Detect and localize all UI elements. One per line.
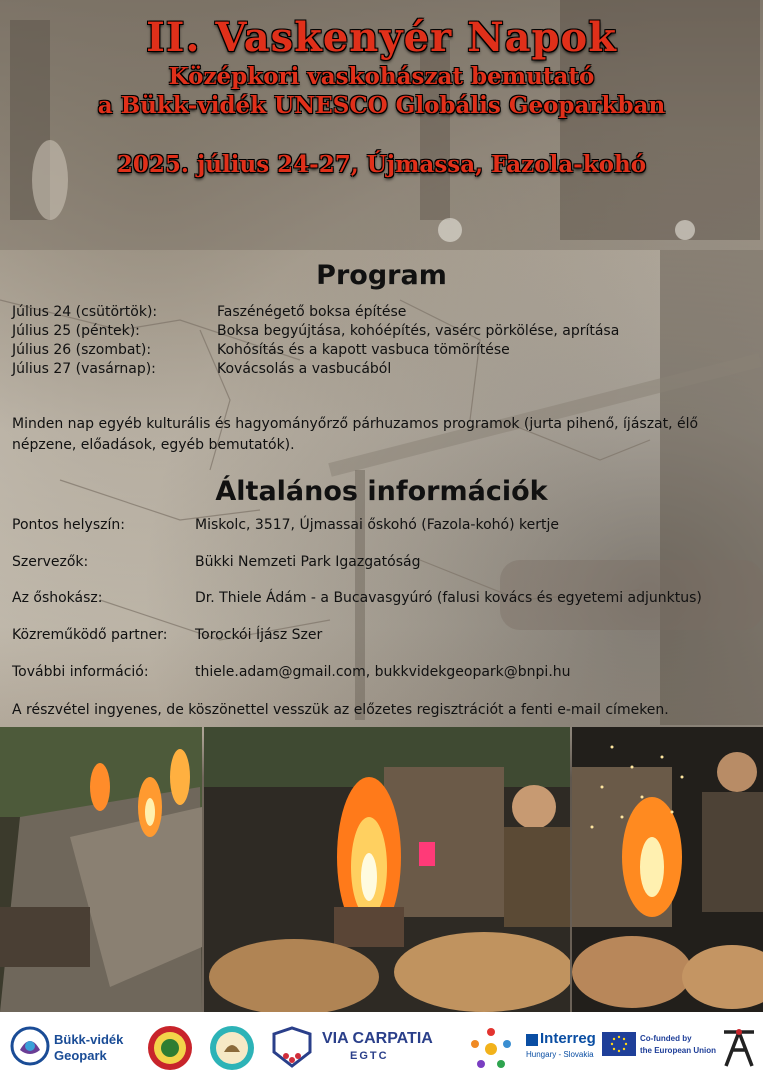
- info-label: További információ:: [12, 664, 149, 680]
- program-note: Minden nap egyéb kulturális és hagyományőrző párhuzamos programok (jurta pihenő, íjászat, élő népzene, előadások, egyéb bemutatók).: [12, 416, 699, 453]
- program-day: Július 27 (vasárnap):: [12, 361, 156, 377]
- gemer-society-logo-icon: [208, 1024, 256, 1072]
- program-heading: Program: [316, 260, 447, 291]
- info-heading: Általános információk: [215, 476, 548, 507]
- interreg-name: Interreg: [540, 1030, 596, 1047]
- info-label: Az őshokász:: [12, 590, 103, 606]
- photo-strip: [0, 727, 763, 1012]
- partner-people-logo-icon: [468, 1026, 514, 1072]
- eu-flag-icon: [602, 1032, 636, 1056]
- interreg-logo-icon: [526, 1034, 538, 1046]
- info-label: Szervezők:: [12, 554, 89, 570]
- geopark-name-line1: Bükk-vidék: [54, 1032, 124, 1047]
- participation-note: A részvétel ingyenes, de köszönettel vesszük az előzetes regisztrációt a fenti e-mail címeken.: [12, 702, 669, 718]
- event-title: II. Vaskenyér Napok: [146, 14, 617, 61]
- info-value: Bükki Nemzeti Park Igazgatóság: [195, 554, 421, 570]
- header: [0, 14, 763, 178]
- eu-cofunded-line2: the European Union: [640, 1046, 716, 1055]
- program-activity: Faszénégető boksa építése: [217, 304, 407, 320]
- info-value: thiele.adam@gmail.com, bukkvidekgeopark@bnpi.hu: [195, 664, 571, 680]
- info-label: Közreműködő partner:: [12, 627, 168, 643]
- photo-smelting: [204, 727, 570, 1012]
- event-subtitle-line2: a Bükk-vidék UNESCO Globális Geoparkban: [97, 92, 666, 119]
- bukki-nemzeti-park-logo-icon: [146, 1024, 194, 1072]
- egtc-label: EGTC: [350, 1050, 389, 1062]
- info-label: Pontos helyszín:: [12, 517, 125, 533]
- interreg-region: Hungary - Slovakia: [526, 1050, 594, 1059]
- geopark-name-line2: Geopark: [54, 1048, 107, 1063]
- program-activity: Boksa begyújtása, kohóépítés, vasérc pörkölése, aprítása: [217, 323, 620, 339]
- event-subtitle-line1: Középkori vaskohászat bemutató: [168, 63, 595, 90]
- info-value: Dr. Thiele Ádám - a Bucavasgyúró (falusi kovács és egyetemi adjunktus): [195, 590, 702, 606]
- photo-furnaces: [0, 727, 202, 1012]
- program-activity: Kohósítás és a kapott vasbuca tömörítése: [217, 342, 510, 358]
- organization-emblem-icon: [722, 1028, 756, 1068]
- info-value: Miskolc, 3517, Újmassai őskohó (Fazola-kohó) kertje: [195, 517, 559, 533]
- event-date-place: 2025. július 24-27, Újmassa, Fazola-kohó: [116, 151, 647, 178]
- program-day: Július 24 (csütörtök):: [12, 304, 158, 320]
- program-day: Július 25 (péntek):: [12, 323, 140, 339]
- info-value: Torockói Íjász Szer: [195, 627, 323, 643]
- via-carpatia-logo-icon: [270, 1026, 314, 1068]
- via-carpatia-name: VIA CARPATIA: [322, 1030, 433, 1047]
- sponsor-logos: [0, 1012, 763, 1080]
- eu-cofunded-line1: Co-funded by: [640, 1034, 692, 1043]
- geopark-logo-icon: [10, 1026, 50, 1066]
- photo-sparks: [572, 727, 763, 1012]
- program-activity: Kovácsolás a vasbucából: [217, 361, 392, 377]
- program-day: Július 26 (szombat):: [12, 342, 152, 358]
